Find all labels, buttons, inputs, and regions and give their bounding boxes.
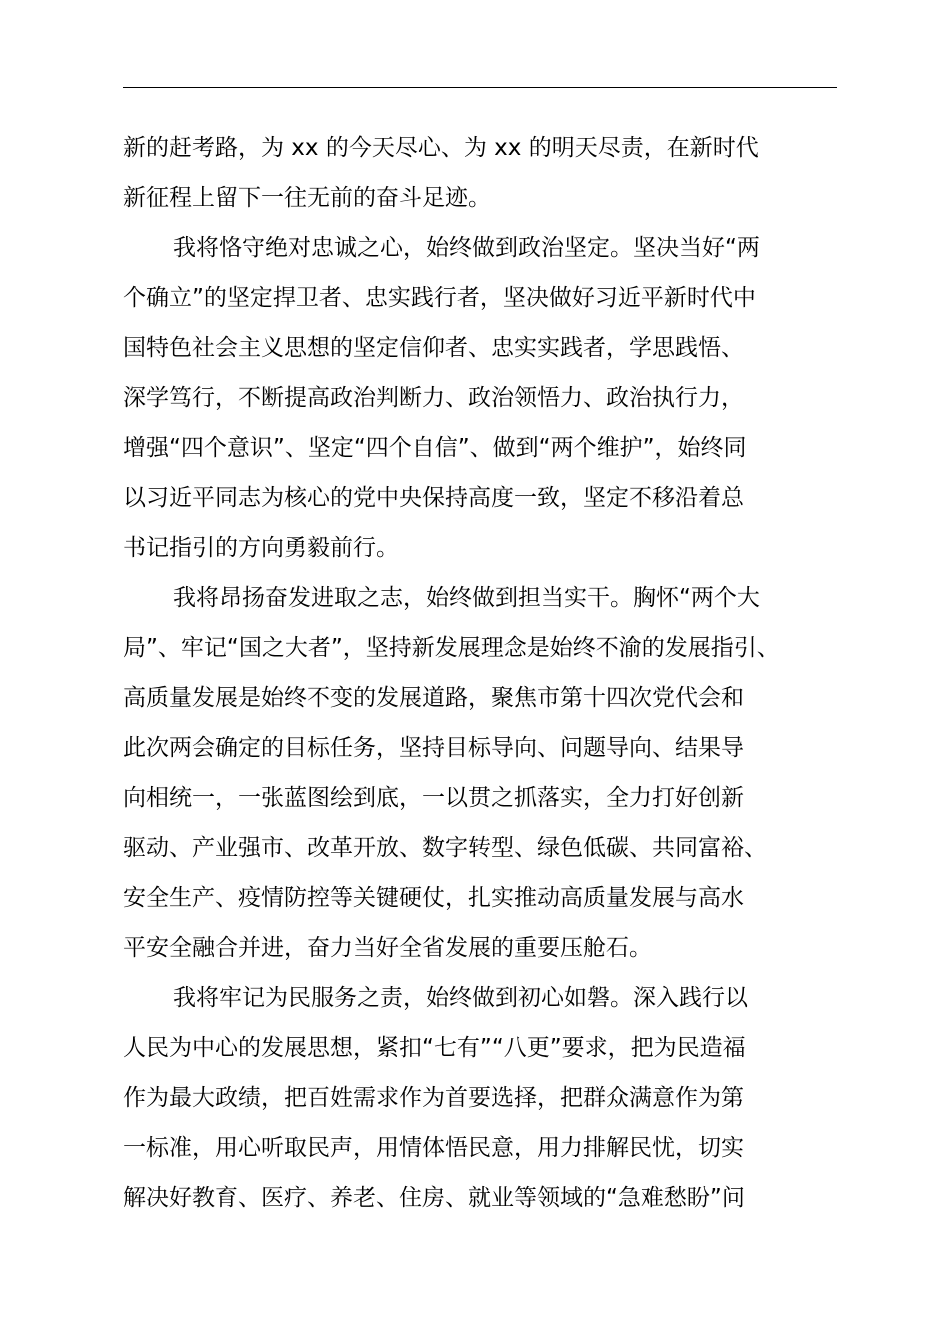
text-line: 一标准，用心听取民声，用情体悟民意，用力排解民忧，切实 (123, 1135, 744, 1161)
text-line: 新的赶考路，为 xx 的今天尽心、为 xx 的明天尽责，在新时代 (123, 135, 759, 161)
text-line: 局”、牢记“国之大者”，坚持新发展理念是始终不渝的发展指引、 (123, 635, 780, 661)
text-line: 向相统一，一张蓝图绘到底，一以贯之抓落实，全力打好创新 (123, 785, 744, 811)
text-line: 作为最大政绩，把百姓需求作为首要选择，把群众满意作为第 (123, 1085, 744, 1111)
header-rule (123, 87, 837, 88)
text-line: 增强“四个意识”、坚定“四个自信”、做到“两个维护”，始终同 (123, 435, 747, 461)
text-line: 平安全融合并进，奋力当好全省发展的重要压舱石。 (123, 935, 652, 961)
text-line: 高质量发展是始终不变的发展道路，聚焦市第十四次党代会和 (123, 685, 744, 711)
text-line: 安全生产、疫情防控等关键硬仗，扎实推动高质量发展与高水 (123, 885, 744, 911)
text-line: 以习近平同志为核心的党中央保持高度一致，坚定不移沿着总 (123, 485, 744, 511)
paragraph-start-line: 我将恪守绝对忠诚之心，始终做到政治坚定。坚决当好“两 (173, 235, 760, 261)
text-line: 解决好教育、医疗、养老、住房、就业等领域的“急难愁盼”问 (123, 1185, 745, 1211)
text-line: 人民为中心的发展思想，紧扣“七有”“八更”要求，把为民造福 (123, 1035, 746, 1061)
text-line: 个确立”的坚定捍卫者、忠实践行者，坚决做好习近平新时代中 (123, 285, 756, 311)
paragraph-start-line: 我将牢记为民服务之责，始终做到初心如磐。深入践行以 (173, 985, 748, 1011)
text-line: 深学笃行，不断提高政治判断力、政治领悟力、政治执行力， (123, 385, 744, 411)
text-line: 国特色社会主义思想的坚定信仰者、忠实实践者，学思践悟、 (123, 335, 744, 361)
paragraph-start-line: 我将昂扬奋发进取之志，始终做到担当实干。胸怀“两个大 (173, 585, 760, 611)
text-line: 此次两会确定的目标任务，坚持目标导向、问题导向、结果导 (123, 735, 744, 761)
document-body (123, 123, 837, 1223)
text-line: 书记指引的方向勇毅前行。 (123, 535, 399, 561)
text-line: 新征程上留下一往无前的奋斗足迹。 (123, 185, 491, 211)
text-line: 驱动、产业强市、改革开放、数字转型、绿色低碳、共同富裕、 (123, 835, 767, 861)
